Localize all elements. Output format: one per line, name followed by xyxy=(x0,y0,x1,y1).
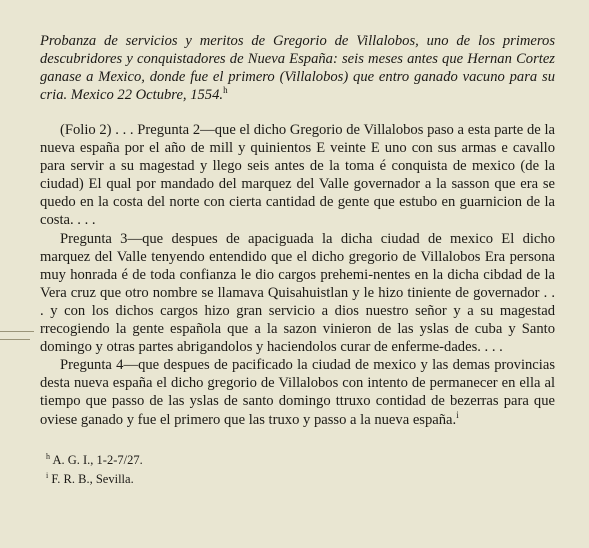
paragraph-pregunta-2 xyxy=(40,121,555,230)
heading-text: Probanza de servicios y meritos de Gregorio de Villalobos, uno de los primeros descubridores y conquistadores de Nueva España: seis meses antes que Hernan Cortez ganase a Mexico, donde fue el primero (Villalobos) que entro ganado vacuno para su cria. Mexico 22 Octubre, 1554. xyxy=(40,33,555,103)
footnote-text: F. R. B., Sevilla. xyxy=(51,471,134,486)
margin-rule-mark xyxy=(0,339,30,340)
paragraph-text: Pregunta 4—que despues de pacificado la ciudad de mexico y las demas provincias desta nueva españa el dicho gregorio de Villalobos con intento de permanecer en ella al tiempo que passo de las yslas de santo domingo ttruxo contidad de bezerras para que oviese ganado y fue el primero que las truxo y passo a la nueva españa. xyxy=(40,357,555,428)
footnote-h xyxy=(46,449,555,468)
paragraph-pregunta-4 xyxy=(40,356,555,428)
document-heading xyxy=(40,32,555,104)
paragraph-text: (Folio 2) . . . Pregunta 2—que el dicho Gregorio de Villalobos paso a esta parte de la nueva españa por el año de mill y quinientos E veinte E uno con sus armas e cavallo para servir a su magestad y llego seis antes de la toma é conquista de mexico (de la ciudad) El qual por mandado del marquez del Valle governador a la sasson que era se quedo en la costa del norte con cierta cantidad de gente que estubo en guarnicion de la costa. . . . xyxy=(40,122,555,229)
paragraph-footnote-mark: i xyxy=(456,409,459,420)
footnote-i xyxy=(46,468,555,487)
footnote-text: A. G. I., 1-2-7/27. xyxy=(52,452,143,467)
margin-rule-mark xyxy=(0,331,34,332)
footnote-mark: h xyxy=(46,451,50,461)
heading-footnote-mark: h xyxy=(223,85,228,96)
footnote-mark: i xyxy=(46,470,49,480)
footnotes xyxy=(40,449,555,487)
paragraph-text: Pregunta 3—que despues de apaciguada la dicha ciudad de mexico El dicho marquez del Valle tenyendo entendido que el dicho gregorio de Villalobos Era persona muy honrada é de toda confianza le dio cargos prehemi-nentes en la dicha cibdad de la Vera cruz que otro nombre se llamava Quisahuistlan y le hizo tiniente de governador . . . y con los dichos cargos hizo gran servicio a dios nuestro señor y a su magestad rrecogiendo la gente española que a la sazon vinieron de las yslas de cuba y Santo domingo y otras partes abrigandolos y haciendolos curar de enferme-dades. . . . xyxy=(40,230,555,356)
paragraph-pregunta-3 xyxy=(40,230,555,357)
